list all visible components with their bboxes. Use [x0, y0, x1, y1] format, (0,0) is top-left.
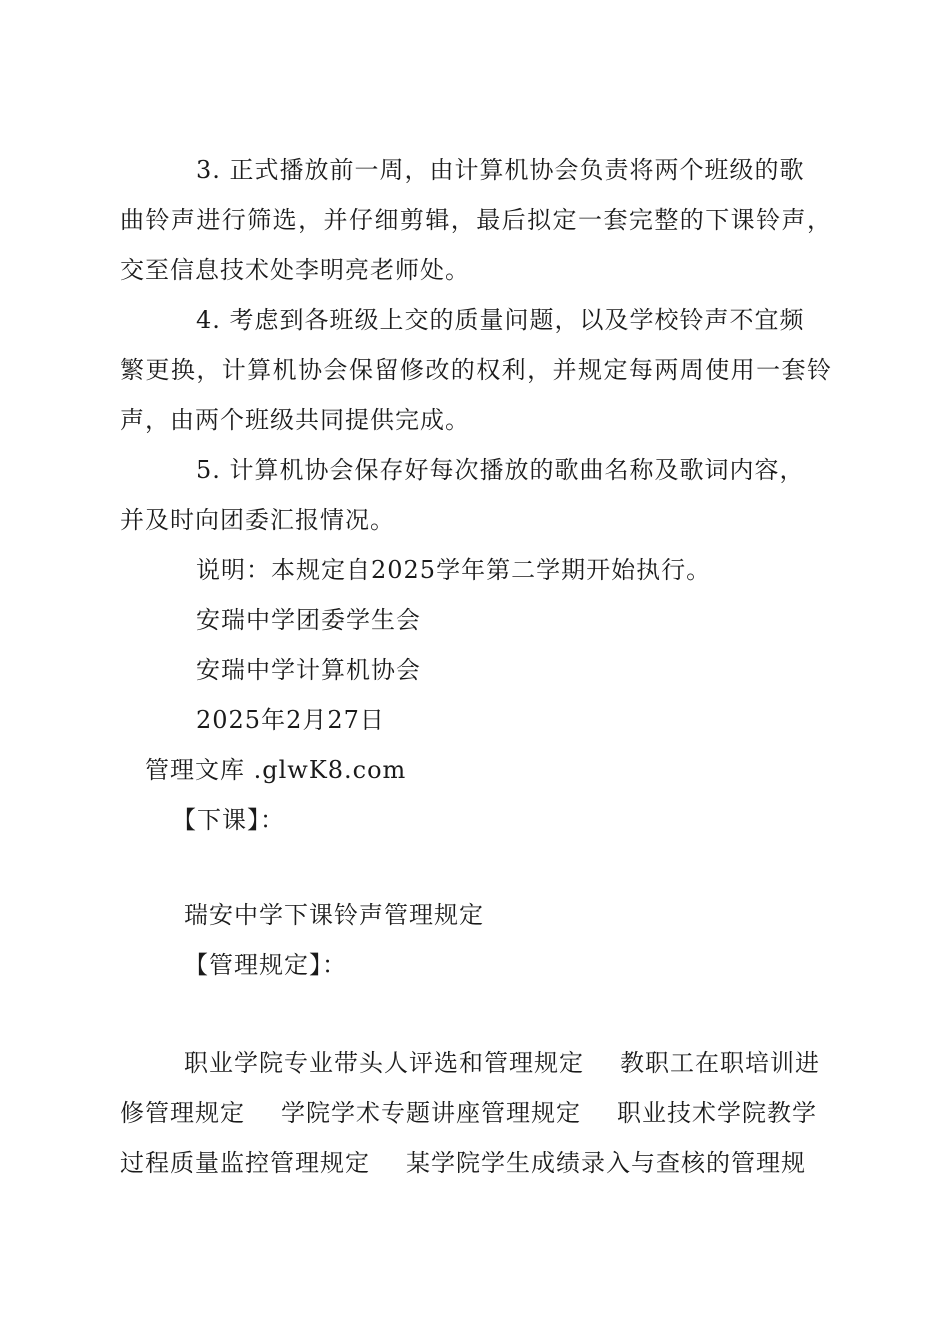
effective-note: 说明：本规定自2025学年第二学期开始执行。: [196, 556, 712, 584]
section-heading-guanli: 【管理规定】：: [184, 951, 347, 979]
paragraph-3-line-3: 交至信息技术处李明亮老师处。: [120, 256, 470, 284]
paragraph-5-line-2: 并及时向团委汇报情况。: [120, 506, 395, 534]
paragraph-5-line-1: 5. 计算机协会保存好每次播放的歌曲名称及歌词内容，: [196, 456, 805, 484]
paragraph-4-line-3: 声，由两个班级共同提供完成。: [120, 406, 470, 434]
site-watermark-text: 管理文库 .glwK8.com: [145, 756, 407, 784]
signature-org-1: 安瑞中学团委学生会: [196, 606, 421, 634]
signature-date: 2025年2月27日: [196, 706, 385, 734]
related-link-5[interactable]: 某学院学生成绩录入与查核的管理规: [406, 1149, 806, 1177]
related-line-3: [120, 1148, 806, 1178]
related-link-2-cont[interactable]: 修管理规定: [120, 1099, 245, 1127]
paragraph-4-line-1: 4. 考虑到各班级上交的质量问题，以及学校铃声不宜频: [196, 306, 805, 334]
article-title: 瑞安中学下课铃声管理规定: [184, 901, 484, 929]
related-link-4[interactable]: 职业技术学院教学: [617, 1099, 817, 1127]
paragraph-3-line-2: 曲铃声进行筛选，并仔细剪辑，最后拟定一套完整的下课铃声，: [120, 206, 832, 234]
related-link-3[interactable]: 学院学术专题讲座管理规定: [281, 1099, 581, 1127]
related-link-2[interactable]: 教职工在职培训进: [620, 1049, 820, 1077]
paragraph-3-line-1: 3. 正式播放前一周，由计算机协会负责将两个班级的歌: [196, 156, 805, 184]
related-line-1: [184, 1048, 820, 1078]
related-link-1[interactable]: 职业学院专业带头人评选和管理规定: [184, 1049, 584, 1077]
signature-org-2: 安瑞中学计算机协会: [196, 656, 421, 684]
paragraph-4-line-2: 繁更换，计算机协会保留修改的权利，并规定每两周使用一套铃: [120, 356, 832, 384]
related-link-4-cont[interactable]: 过程质量监控管理规定: [120, 1149, 370, 1177]
related-line-2: [120, 1098, 817, 1128]
section-heading-xiake: 【下课】：: [172, 806, 285, 834]
